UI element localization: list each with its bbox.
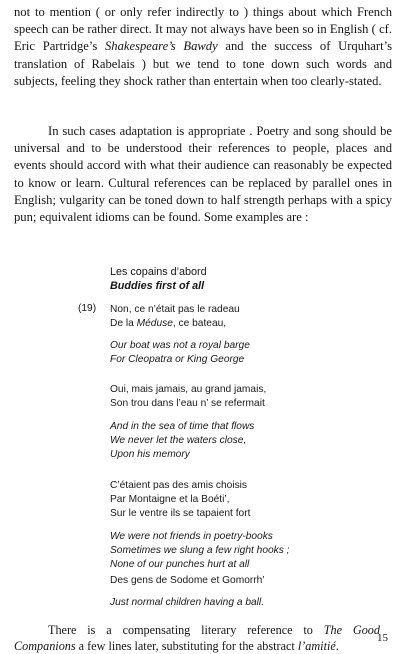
stanza-3-english (110, 530, 290, 572)
poem-line-text: De la (110, 318, 137, 329)
poem-line: We never let the waters close, (110, 435, 247, 446)
poem-line: And in the sea of time that flows (110, 421, 255, 432)
paragraph-compensating-text-a: There is a compensating literary reference to (48, 623, 324, 637)
word-lamitie: l’amitié (297, 639, 336, 653)
paragraph-compensating-text-b: a few lines later, substituting for the abstract (75, 639, 298, 653)
poem-line-italic-meduse: Méduse (136, 318, 173, 329)
song-title-english: Buddies first of all (110, 280, 205, 292)
poem-line: None of our punches hurt at all (110, 559, 250, 570)
book-title-shakespeares-bawdy: Shakespeare’s Bawdy (105, 39, 218, 54)
poem-line: Sur le ventre ils se tapaient fort (110, 508, 251, 519)
page-number: 15 (377, 632, 388, 644)
stanza-2-french (110, 383, 266, 411)
poem-line: Des gens de Sodome et Gomorrh’ (110, 575, 265, 586)
book-title-good-companions: The Good Companions (14, 623, 380, 653)
poem-line: C’étaient pas des amis choisis (110, 480, 248, 491)
paragraph-adaptation: In such cases adaptation is appropriate . Poetry and song should be universal and to be understood their references to people, places and events should accord with what their audience can reasonably be expected to know or learn. Cultural references can be replaced by parallel ones in English; vulgarity can be toned down to half strength perhaps with a spicy pun; equivalent idioms can be found. Some examples are : (14, 124, 392, 225)
poem-line: Just normal children having a ball. (110, 597, 265, 608)
poem-line: For Cleopatra or King George (110, 354, 245, 365)
paragraph-intro-text-a: not to mention ( or only refer indirectly to ) things about which French speech can be rather direct. It may not always have been so in English ( cf. Eric Partridge’s (14, 5, 392, 54)
poem-line: Upon his memory (110, 449, 190, 460)
poem-line: Sometimes we slung a few right hooks ; (110, 545, 290, 556)
poem-line-text: , ce bateau, (172, 318, 227, 329)
poem-line: Par Montaigne et la Boéti’, (110, 494, 230, 505)
poem-line: Non, ce n’était pas le radeau (110, 304, 240, 315)
stanza-4-english (110, 596, 264, 610)
poem-line: Our boat was not a royal barge (110, 340, 250, 351)
paragraph-intro (14, 4, 392, 90)
song-title-french: Les copains d’abord (110, 266, 207, 278)
poem-line (110, 317, 240, 331)
paragraph-compensating-text-c: . (335, 639, 339, 653)
stanza-1-french (110, 303, 240, 331)
stanza-2-english (110, 420, 254, 462)
example-number: (19) (78, 303, 97, 314)
paragraph-intro-text-b: and the success of Urquhart’s translation of Rabelais ) but we tend to tone down such words and subjects, feeling they shock rather than entertain when too clearly-stated. (14, 39, 392, 88)
poem-line: Son trou dans l’eau n’ se refermait (110, 398, 265, 409)
stanza-3-french (110, 479, 250, 521)
stanza-1-english (110, 339, 250, 367)
stanza-4-french (110, 574, 265, 588)
paragraph-compensating (14, 622, 380, 654)
poem-line: We were not friends in poetry-books (110, 531, 273, 542)
poem-line: Oui, mais jamais, au grand jamais, (110, 384, 267, 395)
